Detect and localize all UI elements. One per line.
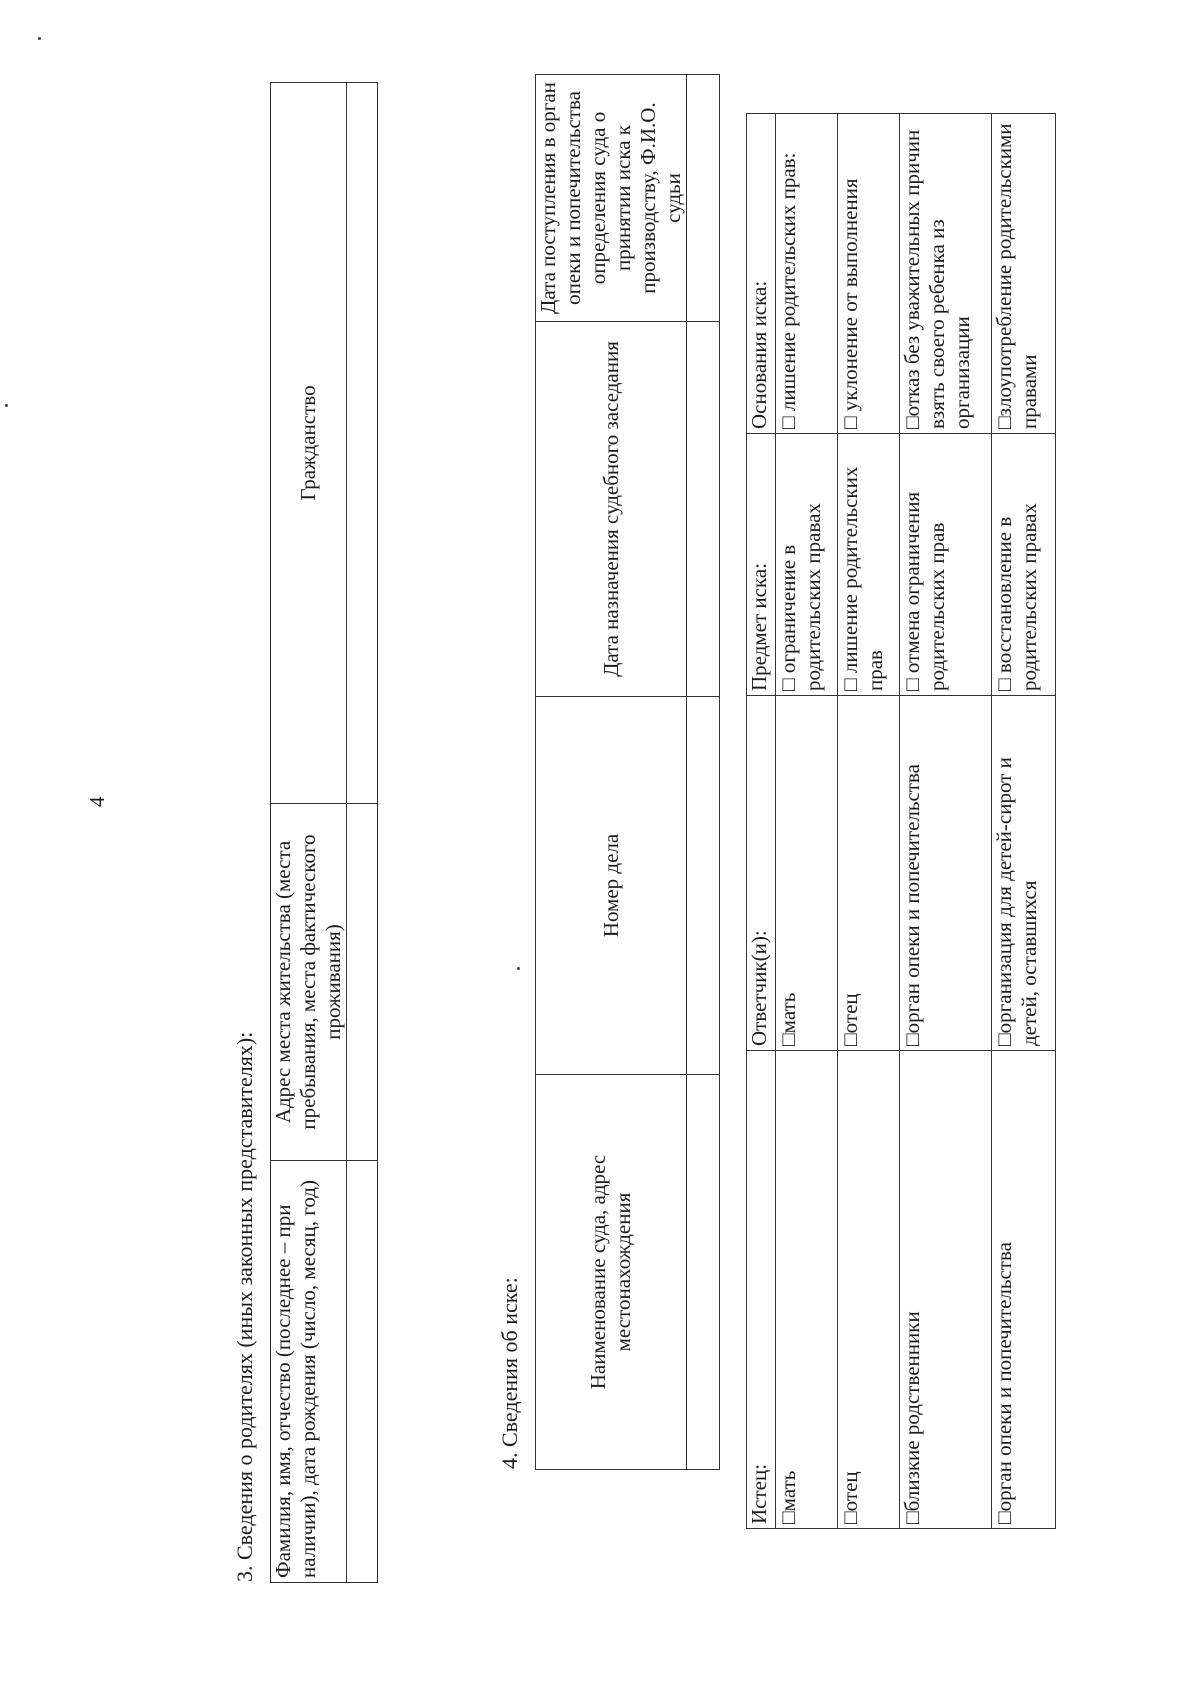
plaintiff-cell: □мать [776, 1051, 838, 1529]
claim-info-table [535, 74, 720, 1470]
page-number: 4 [85, 796, 109, 807]
parents-col-address: Адрес места жительства (места пребывания, места фактического проживания) [271, 804, 347, 1161]
grounds-cell: □злоупотребление родительскими правами [992, 114, 1056, 434]
scan-speck [38, 37, 41, 40]
claim-col-hearing-date: Дата назначения судебного заседания [536, 322, 687, 697]
claim-info-blank-row [687, 75, 720, 1470]
parents-table [270, 82, 378, 1583]
parents-blank-row [347, 83, 378, 1583]
claim-col-case-number: Номер дела [536, 697, 687, 1075]
plaintiff-cell: □орган опеки и попечительства [992, 1051, 1056, 1529]
subject-cell: □ лишение родительских прав [838, 434, 900, 696]
table-row [900, 114, 992, 1529]
grounds-cell: □отказ без уважительных причин взять своего ребенка из организации [900, 114, 992, 434]
subject-header: Предмет иска: [747, 434, 776, 696]
plaintiff-cell: □близкие родственники [900, 1051, 992, 1529]
plaintiff-header: Истец: [747, 1051, 776, 1529]
claim-details-table [746, 113, 1056, 1529]
grounds-header: Основания иска: [747, 114, 776, 434]
parents-col-citizenship: Гражданство [271, 83, 347, 804]
grounds-cell: □ лишение родительских прав: [776, 114, 838, 434]
claim-col-receipt-date: Дата поступления в орган опеки и попечительства определения суда о принятии иска к производству, Ф.И.О. судьи [536, 75, 687, 322]
table-row [776, 114, 838, 1529]
claim-info-header-row [536, 75, 687, 1470]
table-row [747, 114, 776, 1529]
defendant-cell: □мать [776, 696, 838, 1051]
defendant-header: Ответчик(и): [747, 696, 776, 1051]
subject-cell: □ восстановление в родительских правах [992, 434, 1056, 696]
subject-cell: □ ограничение в родительских правах [776, 434, 838, 696]
table-row [992, 114, 1056, 1529]
scan-speck [517, 967, 520, 970]
scan-speck [5, 404, 8, 407]
claim-col-court: Наименование суда, адрес местонахождения [536, 1075, 687, 1470]
defendant-cell: □орган опеки и попечительства [900, 696, 992, 1051]
defendant-cell: □организация для детей-сирот и детей, оставшихся [992, 696, 1056, 1051]
plaintiff-cell: □отец [838, 1051, 900, 1529]
section-4-heading: 4. Сведения об иске: [497, 1277, 522, 1469]
table-row [838, 114, 900, 1529]
grounds-cell: □ уклонение от выполнения [838, 114, 900, 434]
defendant-cell: □отец [838, 696, 900, 1051]
subject-cell: □ отмена ограничения родительских прав [900, 434, 992, 696]
parents-header-row [271, 83, 347, 1583]
section-3-heading: 3. Сведения о родителях (иных законных представителях): [232, 1031, 257, 1582]
parents-col-name: Фамилия, имя, отчество (последнее – при наличии), дата рождения (число, месяц, год) [271, 1161, 347, 1583]
